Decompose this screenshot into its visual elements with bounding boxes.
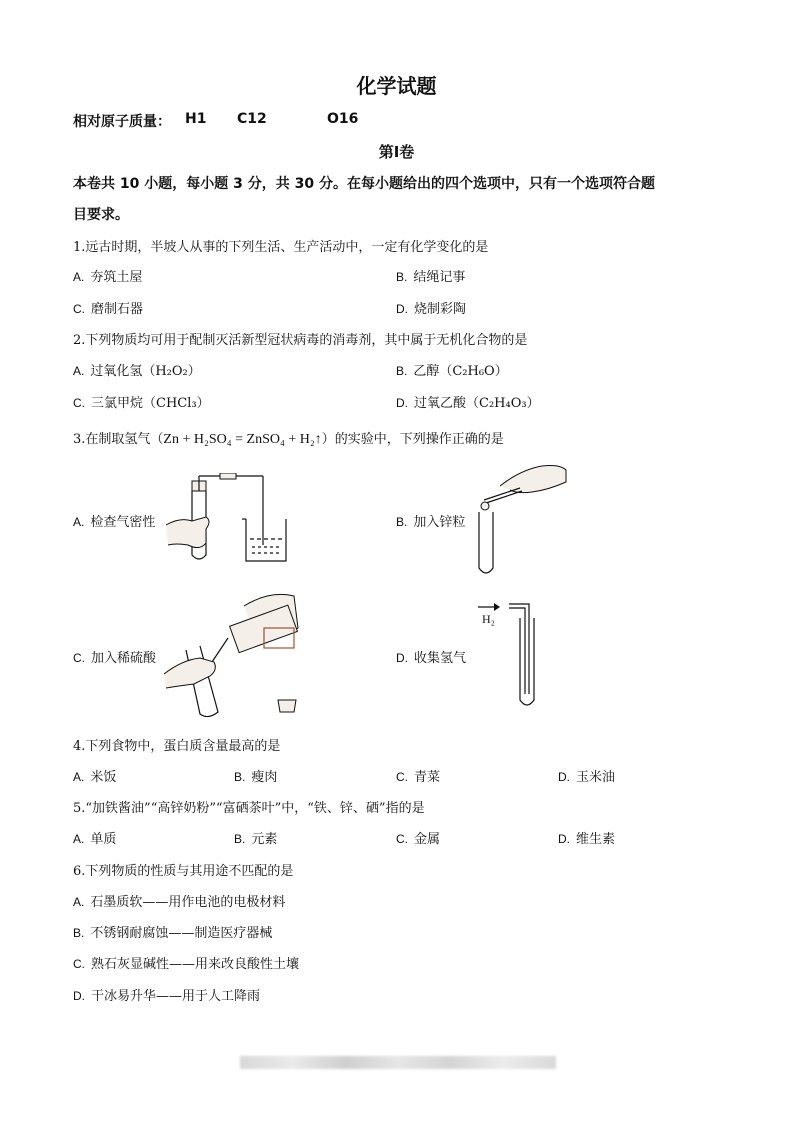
q4-option-c[interactable]: C. 青菜 <box>396 770 441 785</box>
atomic-mass-o: O16 <box>327 111 359 127</box>
q3-option-b[interactable]: B. 加入锌粒 <box>396 515 466 530</box>
q5-option-d[interactable]: D. 维生素 <box>558 832 616 847</box>
atomic-mass-label: 相对原子质量： <box>73 114 171 130</box>
question-5-stem: 5.“加铁酱油”“高锌奶粉”“富硒茶叶”中，“铁、锌、硒”指的是 <box>73 801 425 816</box>
q6-option-b[interactable]: B. 不锈钢耐腐蚀——制造医疗器械 <box>73 926 273 941</box>
page-title: 化学试题 <box>356 74 437 98</box>
reaction-equation: Zn + H₂SO₄ = ZnSO₄ + H₂↑ <box>163 432 322 447</box>
q2-option-b[interactable]: B. 乙醇（C₂H₆O） <box>396 364 508 379</box>
q1-option-c[interactable]: C. 磨制石器 <box>73 302 144 317</box>
q1-option-d[interactable]: D. 烧制彩陶 <box>396 302 467 317</box>
q1-option-b[interactable]: B. 结绳记事 <box>396 270 466 285</box>
atomic-mass-h: H1 <box>185 111 207 127</box>
figure-adding-acid <box>160 588 305 718</box>
q3-option-d[interactable]: D. 收集氢气 <box>396 651 467 666</box>
question-4-stem: 4.下列食物中，蛋白质含量最高的是 <box>73 739 281 754</box>
h2-label: H₂ <box>482 612 495 626</box>
q4-option-b[interactable]: B. 瘦肉 <box>234 770 278 785</box>
q3-option-c[interactable]: C. 加入稀硫酸 <box>73 651 157 666</box>
q1-option-a[interactable]: A. 夯筑土屋 <box>73 270 143 285</box>
q5-option-a[interactable]: A. 单质 <box>73 832 117 847</box>
q4-option-d[interactable]: D. 玉米油 <box>558 770 616 785</box>
q2-option-a[interactable]: A. 过氧化氢（H₂O₂） <box>73 364 201 379</box>
instruction-line-2: 目要求。 <box>73 207 129 223</box>
q4-option-a[interactable]: A. 米饭 <box>73 770 117 785</box>
blurred-footer-watermark <box>240 1056 556 1069</box>
q5-option-c[interactable]: C. 金属 <box>396 832 441 847</box>
section-heading: 第Ⅰ卷 <box>378 143 415 161</box>
question-3-stem: 3.在制取氢气（Zn + H₂SO₄ = ZnSO₄ + H₂↑）的实验中，下列操作正确的是 <box>73 432 504 447</box>
figure-adding-zinc <box>470 460 570 578</box>
question-1-stem: 1.远古时期，半坡人从事的下列生活、生产活动中，一定有化学变化的是 <box>73 240 489 255</box>
instruction-line-1: 本卷共 10 小题，每小题 3 分，共 30 分。在每小题给出的四个选项中，只有一个选项符合题 <box>73 176 655 192</box>
q2-option-c[interactable]: C. 三氯甲烷（CHCl₃） <box>73 396 210 411</box>
q6-option-d[interactable]: D. 干冰易升华——用于人工降雨 <box>73 989 261 1004</box>
question-6-stem: 6.下列物质的性质与其用途不匹配的是 <box>73 864 294 879</box>
q3-option-a[interactable]: A. 检查气密性 <box>73 515 156 530</box>
figure-airtightness-check <box>160 473 300 565</box>
atomic-mass-c: C12 <box>237 111 267 127</box>
q2-option-d[interactable]: D. 过氧乙酸（C₂H₄O₃） <box>396 396 540 411</box>
q6-option-c[interactable]: C. 熟石灰显碱性——用来改良酸性土壤 <box>73 957 300 972</box>
q6-option-a[interactable]: A. 石墨质软——用作电池的电极材料 <box>73 895 286 910</box>
question-2-stem: 2.下列物质均可用于配制灭活新型冠状病毒的消毒剂，其中属于无机化合物的是 <box>73 333 528 348</box>
q5-option-b[interactable]: B. 元素 <box>234 832 278 847</box>
